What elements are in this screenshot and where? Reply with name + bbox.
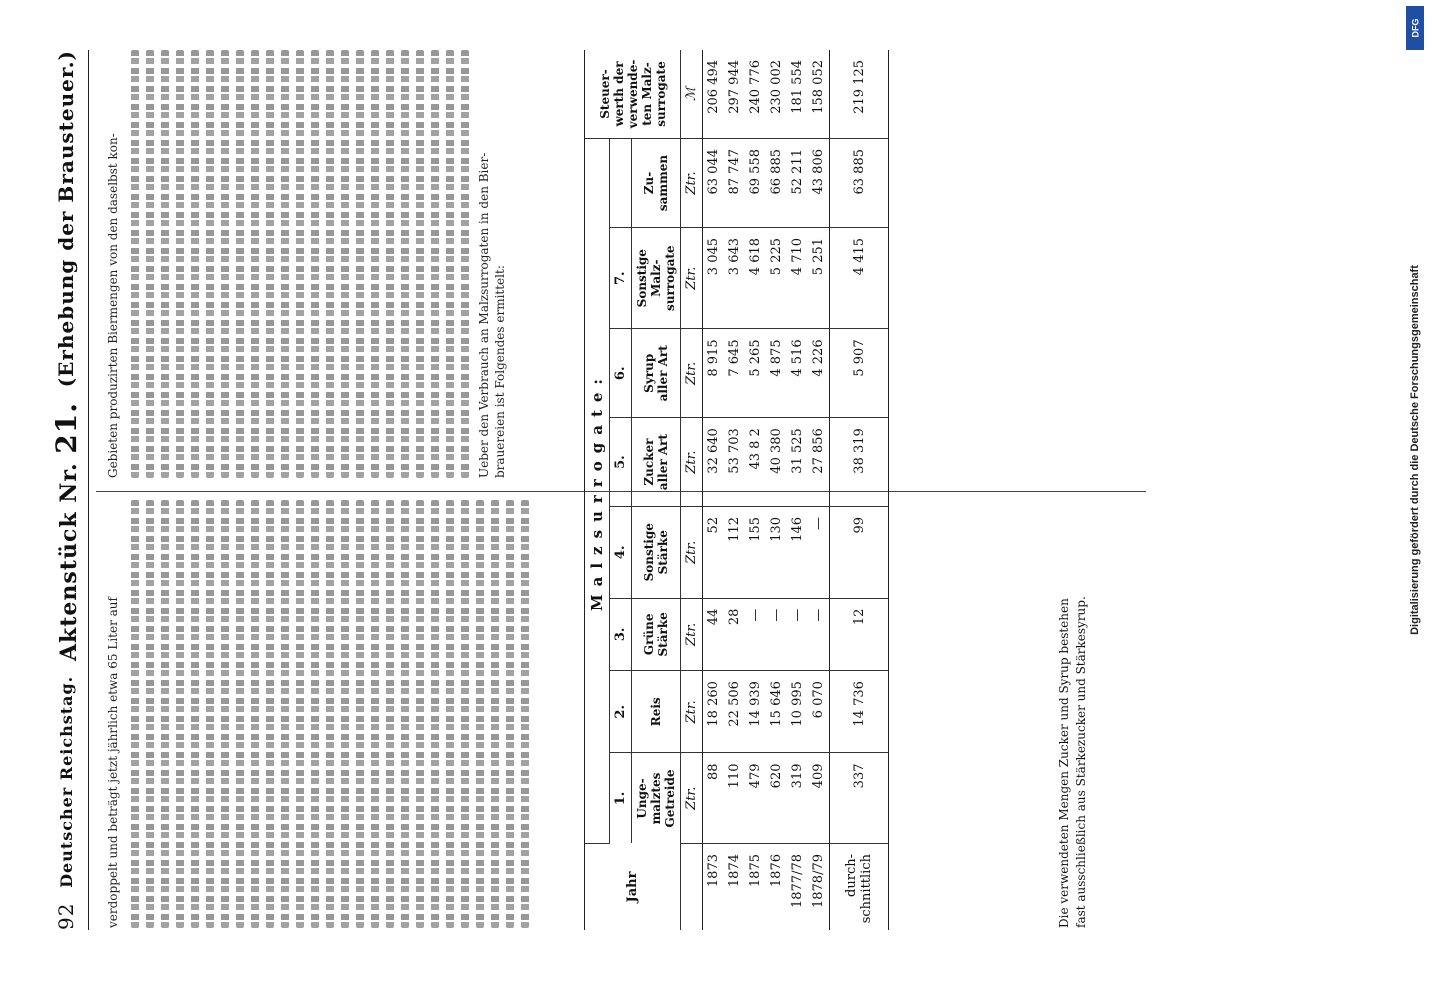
- body-text-right-column: [102, 50, 562, 478]
- table-cell-c7: 4 710: [787, 227, 808, 328]
- table-cell-c1: 620: [766, 753, 787, 844]
- table-cell-c2: 18 260: [703, 671, 725, 753]
- table-cell-c3: 12: [830, 598, 889, 671]
- table-cell-c6: 5 907: [830, 329, 889, 418]
- digitization-credit-text: Digitalisierung gefördert durch die Deutsche Forschungsgemeinschaft: [1409, 265, 1421, 635]
- table-cell-c7: 4 618: [745, 227, 766, 328]
- table-cell-year: 1874: [727, 854, 742, 888]
- table-cell-c6: 8 915: [703, 329, 725, 418]
- col-label-other-starch: Sonstige Stärke: [632, 506, 681, 598]
- table-cell-total: 63 044: [703, 139, 725, 228]
- digitization-credit: [1404, 10, 1426, 890]
- col-label-syrup: Syrup aller Art: [632, 329, 681, 418]
- document-reference: [50, 402, 83, 661]
- table-cell-total: 87 747: [724, 139, 745, 228]
- table-cell-c6: 4 875: [766, 329, 787, 418]
- col-number: 3.: [610, 598, 632, 671]
- unit-label: Ztr.: [681, 506, 703, 598]
- table-cell-c7: 5 225: [766, 227, 787, 328]
- page-number: 92: [54, 902, 78, 930]
- table-cell-c2: 14 939: [745, 671, 766, 753]
- table-cell-year: 1877/78: [790, 854, 805, 909]
- table-cell-c3: —: [787, 598, 808, 671]
- unit-label: Ztr.: [681, 671, 703, 753]
- table-cell-c3: 44: [703, 598, 725, 671]
- table-cell-value: 206 494: [703, 50, 725, 139]
- col-number: 2.: [610, 671, 632, 753]
- table-cell-c5: 32 640: [703, 418, 725, 507]
- table-cell-c4: 130: [766, 506, 787, 598]
- table-cell-c1: 110: [724, 753, 745, 844]
- col-label-other-surrogates: Sonstige Malz- surrogate: [632, 227, 681, 328]
- table-cell-c1: 479: [745, 753, 766, 844]
- table-cell-c2: 15 646: [766, 671, 787, 753]
- table-cell-c3: —: [766, 598, 787, 671]
- table-cell-c1: 337: [830, 753, 889, 844]
- table-cell-value: 158 052: [808, 50, 830, 139]
- header-rule: [88, 50, 89, 930]
- table-cell-c5: 31 525: [787, 418, 808, 507]
- unit-label: Ztr.: [681, 227, 703, 328]
- scanned-page: [16, 0, 1416, 1000]
- table-cell-c4: 146: [787, 506, 808, 598]
- table-cell-total: 69 558: [745, 139, 766, 228]
- table-cell-c2: 10 995: [787, 671, 808, 753]
- table-cell-year: 1878/79: [811, 854, 826, 909]
- col-number: 6.: [610, 329, 632, 418]
- table-cell-year: 1875: [748, 854, 763, 888]
- table-cell-c4: 52: [703, 506, 725, 598]
- right-column-first-line: Gebieten produzirten Biermengen von den daselbst kon-: [106, 133, 120, 478]
- malt-surrogate-table-container: [584, 50, 889, 930]
- table-cell-c4: 155: [745, 506, 766, 598]
- table-row: [724, 50, 745, 930]
- table-cell-c5: 38 319: [830, 418, 889, 507]
- table-cell-c1: 88: [703, 753, 725, 844]
- col-number: 1.: [610, 753, 632, 844]
- table-cell-c3: —: [745, 598, 766, 671]
- table-cell-c2: 14 736: [830, 671, 889, 753]
- table-cell-c6: 5 265: [745, 329, 766, 418]
- table-cell-value: 297 944: [724, 50, 745, 139]
- unit-label: Ztr.: [681, 418, 703, 507]
- col-label-total: Zu- sammen: [632, 139, 681, 228]
- group-header: Malzsurrogate:: [585, 139, 610, 844]
- table-cell-c2: 6 070: [808, 671, 830, 753]
- table-cell-year: 1876: [769, 854, 784, 888]
- col-label-unmalted-grain: Unge- malztes Getreide: [632, 753, 681, 844]
- table-row: [745, 50, 766, 930]
- table-cell-c6: 4 516: [787, 329, 808, 418]
- malt-surrogate-table: [584, 50, 889, 930]
- col-number: 4.: [610, 506, 632, 598]
- after-table-text: Die verwendeten Mengen Zucker und Syrup bestehen fast ausschließlich aus Stärkezucker und Stärkesyrup.: [1057, 596, 1088, 928]
- document-subject: (Erhebung der Brausteuer.): [54, 50, 78, 388]
- table-cell-c6: 4 226: [808, 329, 830, 418]
- table-cell-value: 240 776: [745, 50, 766, 139]
- table-cell-c1: 409: [808, 753, 830, 844]
- table-cell-c5: 40 380: [766, 418, 787, 507]
- table-row: [808, 50, 830, 930]
- year-column-header: Jahr: [585, 844, 681, 931]
- table-cell-total: 63 885: [830, 139, 889, 228]
- table-row: [703, 50, 725, 930]
- table-cell-total: 66 885: [766, 139, 787, 228]
- table-cell-c6: 7 645: [724, 329, 745, 418]
- table-cell-c5: 27 856: [808, 418, 830, 507]
- table-cell-c3: —: [808, 598, 830, 671]
- table-intro-text: Ueber den Verbrauch an Malzsurrogaten in den Bier- brauereien ist Folgendes ermittelt:: [477, 152, 507, 478]
- table-cell-year: durch- schnittlich: [830, 844, 889, 931]
- table-cell-c3: 28: [724, 598, 745, 671]
- table-cell-c4: —: [808, 506, 830, 598]
- table-row: [787, 50, 808, 930]
- table-cell-c7: 3 045: [703, 227, 725, 328]
- table-cell-c1: 319: [787, 753, 808, 844]
- publication-title: Deutscher Reichstag.: [56, 675, 76, 888]
- table-body: [703, 50, 889, 930]
- page-header: [46, 50, 86, 930]
- table-cell-c5: 43 8 2: [745, 418, 766, 507]
- table-cell-value: 230 002: [766, 50, 787, 139]
- table-summary-row: [830, 50, 889, 930]
- table-cell-c5: 53 703: [724, 418, 745, 507]
- table-cell-c4: 99: [830, 506, 889, 598]
- table-cell-total: 43 806: [808, 139, 830, 228]
- unit-label: Ztr.: [681, 598, 703, 671]
- table-cell-total: 52 211: [787, 139, 808, 228]
- table-cell-value: 181 554: [787, 50, 808, 139]
- table-cell-value: 219 125: [830, 50, 889, 139]
- col-number: 5.: [610, 418, 632, 507]
- unit-label: Ztr.: [681, 753, 703, 844]
- body-text-left-column: [102, 500, 562, 928]
- document-number: 21.: [49, 402, 83, 454]
- left-column-first-line: verdoppelt und beträgt jetzt jährlich etwa 65 Liter auf: [106, 597, 120, 928]
- col-label-sugar: Zucker aller Art: [632, 418, 681, 507]
- col-number: 7.: [610, 227, 632, 328]
- value-column-header: Steuer- werth der verwende- ten Malz- surrogate: [585, 50, 681, 139]
- document-label: Aktenstück Nr.: [55, 462, 82, 662]
- table-cell-c2: 22 506: [724, 671, 745, 753]
- table-cell-c4: 112: [724, 506, 745, 598]
- table-cell-c7: 3 643: [724, 227, 745, 328]
- table-cell-c7: 5 251: [808, 227, 830, 328]
- table-cell-c7: 4 415: [830, 227, 889, 328]
- dfg-logo: DFG: [1406, 6, 1424, 50]
- col-number: [610, 139, 632, 228]
- value-unit-label: ℳ: [681, 50, 703, 139]
- col-label-green-starch: Grüne Stärke: [632, 598, 681, 671]
- table-cell-year: 1873: [706, 854, 721, 888]
- col-label-rice: Reis: [632, 671, 681, 753]
- unit-label: Ztr.: [681, 139, 703, 228]
- table-row: [766, 50, 787, 930]
- unit-label: Ztr.: [681, 329, 703, 418]
